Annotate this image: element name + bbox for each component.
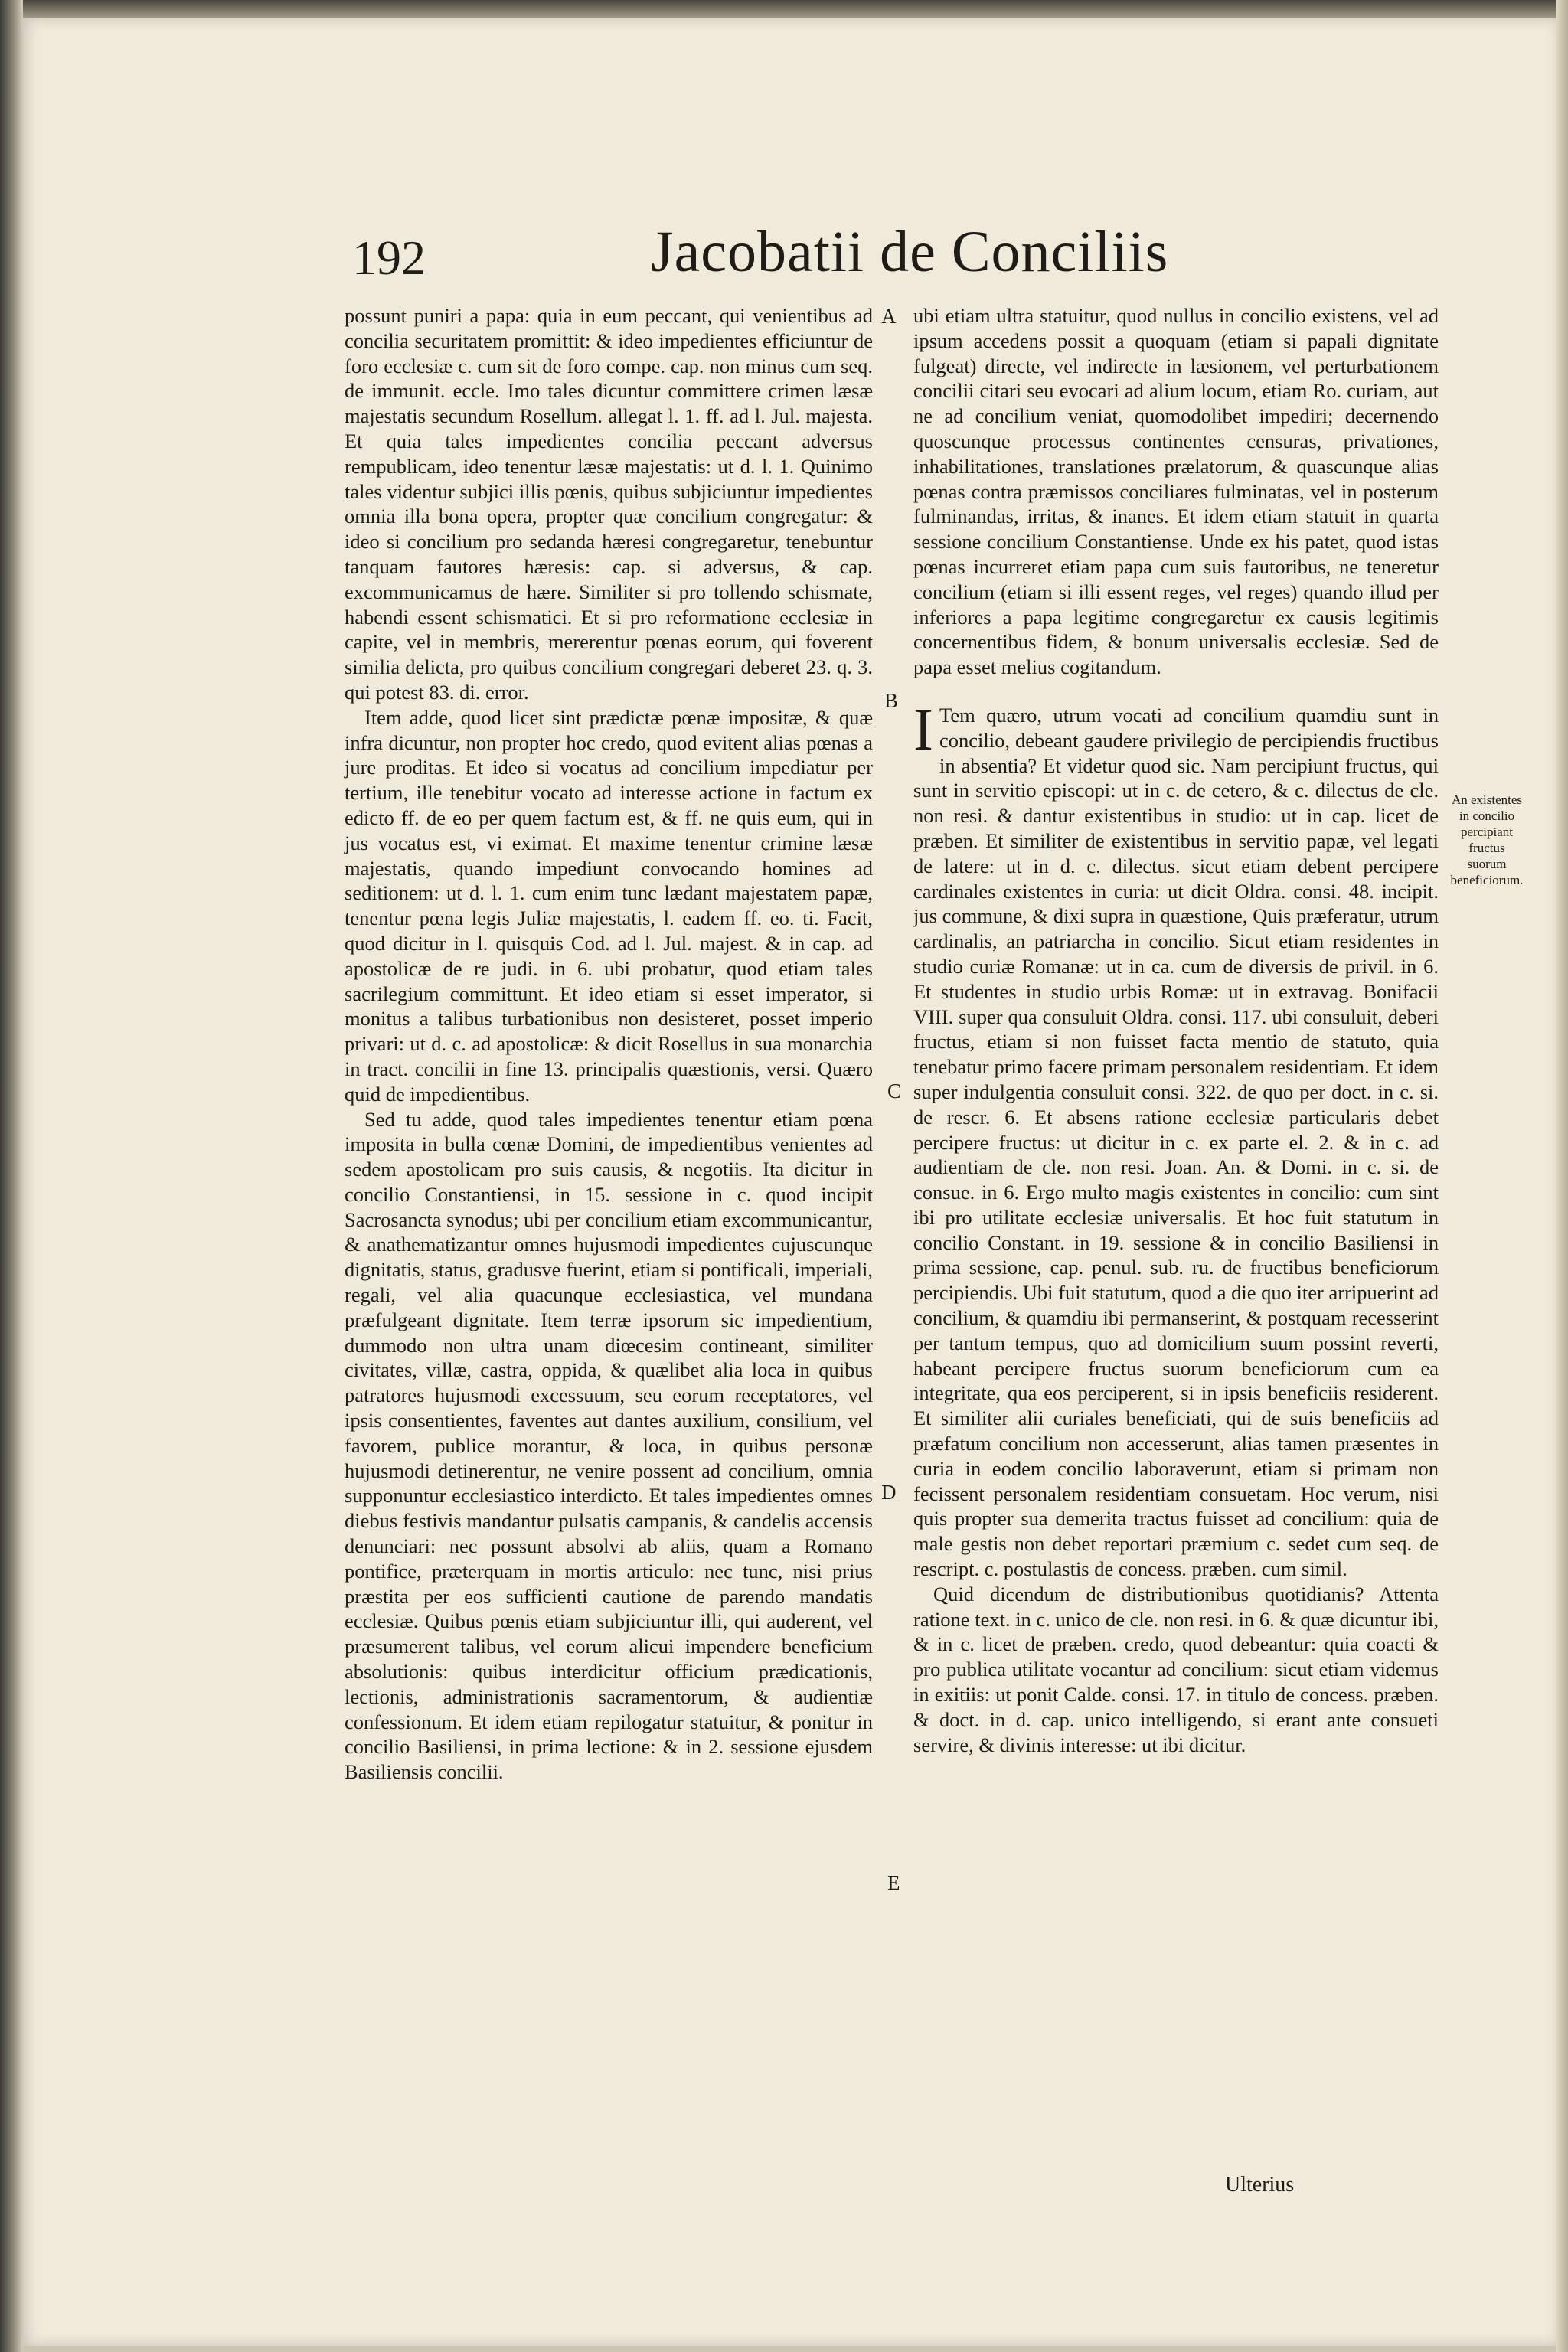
right-column (913, 303, 1439, 1757)
section-marker-d: D (881, 1481, 897, 1504)
paragraph: Quid dicendum de distributionibus quotidianis? Attenta ratione text. in c. unico de cle. non resi. in 6. & quæ dicuntur ibi, & in c. licet de præben. credo, quod debeantur: quia coacti & pro publica utilitate vocantur ad concilium: sicut etiam videmus in exitiis: ut ponit Calde. consi. 17. in titulo de concess. præben. & doct. in d. cap. unico intelligendo, si erant ante consueti servire, & divinis interesse: ut ibi dicitur. (913, 1582, 1439, 1756)
section-marker-c: C (887, 1080, 902, 1102)
page-fore-edge (1556, 0, 1568, 2352)
marginal-note: An existentes in concilio percipiant fructus suorum beneficiorum. (1450, 792, 1524, 887)
page-number: 192 (352, 230, 426, 285)
paragraph: Sed tu adde, quod tales impedientes tenentur etiam pœna imposita in bulla cœnæ Domini, de impedientibus venientes ad sedem apostolicam pro suis causis, & negotiis. Ita dicitur in concilio Constantiensi, in 15. sessione in c. quod incipit Sacrosancta synodus; ubi per concilium etiam excommunicantur, & anathematizantur omnes hujusmodi impedientes cujuscunque dignitatis, status, gradusve fuerint, etiam si pontificali, imperiali, regali, vel alia quacunque ecclesiastica, vel mundana præfulgeant dignitate. Item terræ ipsorum sic impedientium, dummodo non ultra unam diœcesim contineant, similiter civitates, villæ, castra, oppida, & quælibet alia loca in quibus patratores hujusmodi excessuum, seu eorum receptatores, vel ipsis consentientes, faventes aut dantes auxilium, consilium, vel favorem, publice morantur, & loca, in quibus personæ hujusmodi detinerentur, ne venire possent ad concilium, omnia supponuntur ecclesiastico interdicto. Et tales impedientes omnes diebus festivis mandantur pulsatis campanis, & candelis accensis denunciari: nec possunt absolvi ab aliis, quam a Romano pontifice, præterquam in mortis articulo: nec tunc, nisi prius præstita per eos sufficienti cautione de parendo mandatis ecclesiæ. Quibus pœnis etiam subjiciuntur illi, qui auderent, vel præsumerent talibus, vel eorum alicui impendere beneficium absolutionis: quibus interdicitur officium prædicationis, lectionis, administrationis sacramentorum, & audientiæ confessionum. Et idem etiam repilogatur statuitur, & ponitur in concilio Basiliensi, in prima lectione: & in 2. sessione ejusdem Basiliensis concilii. (345, 1107, 873, 1784)
paragraph: possunt puniri a papa: quia in eum peccant, qui venientibus ad concilia securitatem promittit: & ideo impedientes efficiuntur de foro ecclesiæ c. cum sit de foro compe. cap. non minus cum seq. de immunit. eccle. Imo tales dicuntur committere crimen læsæ majestatis secundum Rosellum. allegat l. 1. ff. ad l. Jul. majesta. Et quia tales impedientes concilia peccant adversus rempublicam, ideo tenentur læsæ majestatis: ut d. l. 1. Quinimo tales videntur subjici illis pœnis, quibus subjiciuntur impedientes omnia illa bona opera, propter quæ concilium congregatur: & ideo si concilium pro sedanda hæresi congregaretur, tenebuntur tanquam fautores hæresis: cap. si adversus, & cap. excommunicamus de hære. Similiter si pro tollendo schismate, habendi essent schismatici. Et si pro reformatione ecclesiæ in capite, vel in membris, mererentur pœnas eorum, qui foverent similia delicta, pro quibus concilium congregari deberet 23. q. 3. qui potest 83. di. error. (345, 304, 873, 704)
paragraph: ubi etiam ultra statuitur, quod nullus in concilio existens, vel ad ipsum accedens possit a quoquam (etiam si papali dignitate fulgeat) directe, vel indirecte in læsionem, vel perturbationem concilii citari seu evocari ad alium locum, etiam Ro. curiam, aut ne ad concilium veniat, quomodolibet impediri; decernendo quoscunque processus continentes censuras, privationes, inhabilitationes, translationes prælatorum, & quascunque alias pœnas contra præmissos conciliares fulminatas, vel in posterum fulminandas, irritas, & inanes. Et idem etiam statuit in quarta sessione concilium Constantiense. Unde ex his patet, quod istas pœnas incurreret etiam papa cum suis fautoribus, ne teneretur concilium (etiam si illi essent reges, vel reges) quando illud per inferiores a papa legitime congregaretur ex causis legitimis concernentibus fidem, & bonum universalis ecclesiæ. Sed de papa esset melius cogitandum. (913, 304, 1439, 679)
book-spine-shadow (0, 0, 23, 2352)
left-column (345, 303, 873, 1785)
running-title: Jacobatii de Conciliis (651, 220, 1169, 284)
paragraph: Tem quæro, utrum vocati ad concilium quamdiu sunt in concilio, debeant gaudere privilegio de percipiendis fructibus in absentia? Et videtur quod sic. Nam percipiunt fructus, qui sunt in servitio episcopi: ut in c. de cetero, & c. dilectus de cle. non resi. & dantur existentibus in studio: ut in cap. licet de præben. Et similiter de existentibus in servitio papæ, vel legati de latere: ut in d. c. dilectus. sicut etiam debent percipere cardinales existentes in curia: ut dicit Oldra. consi. 48. incipit. jus commune, & dixi supra in quæstione, Quis præferatur, utrum cardinalis, an patriarcha in concilio. Sicut etiam residentes in studio curiæ Romanæ: ut in ca. cum de diversis de privil. in 6. Et studentes in studio urbis Romæ: ut in extravag. Bonifacii VIII. super qua consuluit Oldra. consi. 117. ubi consuluit, deberi fructus, etiam si non fuisset facta mentio de statuto, quia tenebatur primo facere primam personalem residentiam. Et idem super indulgentia consuluit consi. 322. de quo per doct. in c. si. de rescr. 6. Et absens ratione ecclesiæ particularis debet percipere fructus: ut dicitur in c. ex parte el. 2. & in c. ad audientiam de cle. non resi. Joan. An. & Domi. in c. si. de consue. in 6. Ergo multo magis existentes in concilio: cum sint ibi pro utilitate ecclesiæ universalis. Et hoc fuit statutum in concilio Constant. in 19. sessione & in concilio Basiliensi in prima sessione, cap. penul. sub. ru. de fructibus beneficiorum percipiendis. Ubi fuit statutum, quod a die quo iter arripuerint ad concilium, & quamdiu ibi permanserint, & postquam recesserint per tantum tempus, quo ad domicilium suum possint reverti, habeant percipere fructus suorum beneficiorum cum ea integritate, qua eos perciperent, si in ipsis beneficiis residerent. Et similiter alii curiales beneficiati, qui de suis beneficiis ad præfatum concilium non accesserunt, alias tamen præsentes in curia in eodem concilio laboraverunt, etiam si primam non fecissent personalem residentiam consuetam. Hoc verum, nisi quis propter sua demerita tractus fuisset ad concilium: quia de male gestis non debet reportari præmium c. sedet cum seq. de rescript. c. postulastis de concess. præben. cum simil. (913, 703, 1439, 1581)
section-marker-a: A (881, 305, 897, 328)
section-marker-b: B (884, 689, 899, 712)
section-marker-e: E (887, 1871, 900, 1894)
catchword: Ulterius (1225, 2173, 1295, 2197)
paragraph: Item adde, quod licet sint prædictæ pœnæ impositæ, & quæ infra dicuntur, non propter hoc credo, quod evitent alias pœnas a jure proditas. Et ideo si vocatus ad concilium impediatur per tertium, ille tenebitur vocato ad interesse actione in factum ex edicto ff. de eo per quem factum est, & ff. ne quis eum, qui in jus vocatus est, vi eximat. Et maxime tenentur crimine læsæ majestatis, quando impediunt convocando homines ad seditionem: ut d. l. 1. cum enim tunc lædant majestatem papæ, tenentur pœna legis Juliæ majestatis, l. eadem ff. eo. ti. Facit, quod dicitur in l. quisquis Cod. ad l. Jul. majest. & in cap. ad apostolicæ de re judi. in 6. ubi probatur, quod etiam tales sacrilegium committunt. Et ideo etiam si esset imperator, si monitus a talibus turbationibus non desisteret, posset imperio privari: ut d. c. ad apostolicæ: & dicit Rosellus in sua monarchia in tract. concilii in fine 13. principalis quæstionis, versi. Quæro quid de impedientibus. (345, 705, 873, 1106)
drop-capital: I (913, 695, 933, 763)
running-head (329, 219, 1202, 303)
quaestio-section (913, 695, 1439, 1757)
